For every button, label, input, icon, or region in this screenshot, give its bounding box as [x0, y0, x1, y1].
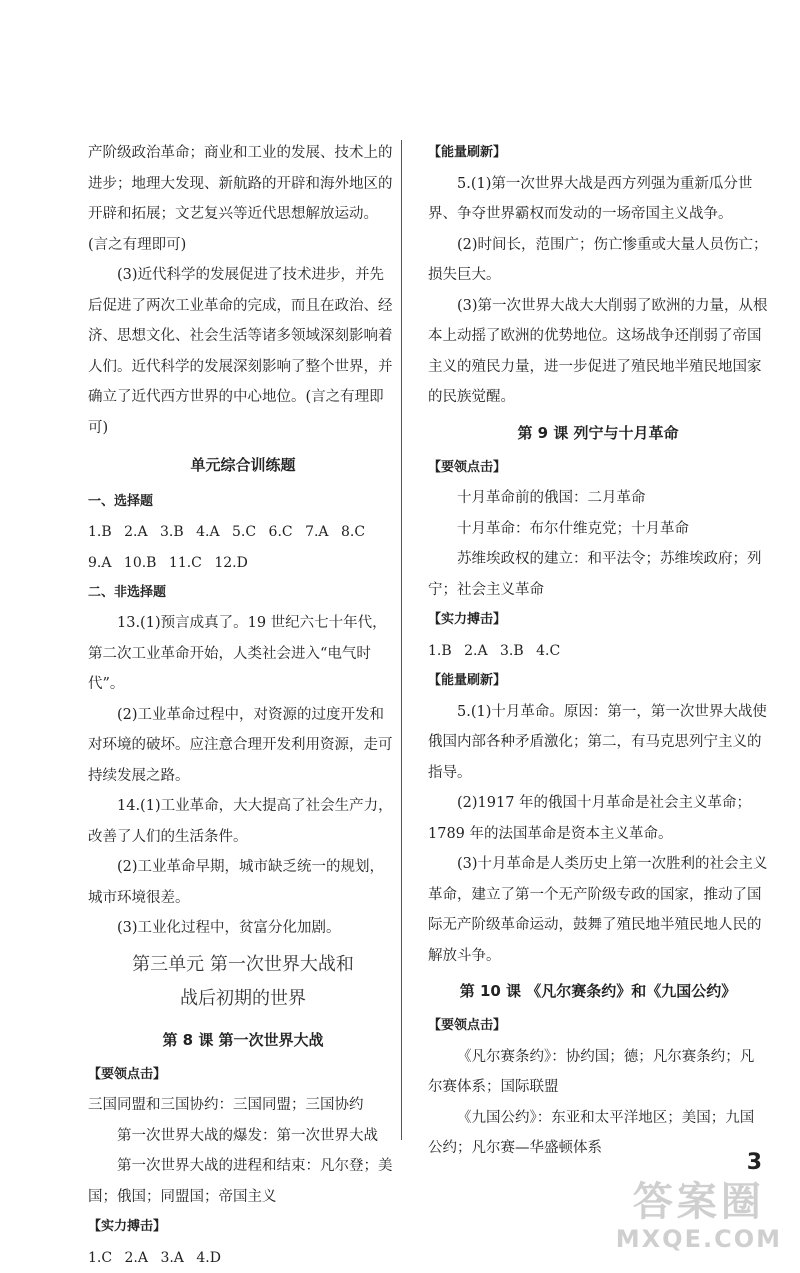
lesson9-ability-label: 【能量刷新】 — [428, 666, 768, 697]
intro-para-2: (3)近代科学的发展促进了技术进步，并先后促进了两次工业革命的完成，而且在政治、经济、思想文化、社会生活等诸多领域深刻影响着人们。近代科学的发展深刻影响了整个世界，并确立了近代西方世界的中心地位。(言之有理即可) — [88, 260, 398, 443]
lesson9-ability-3: (3)十月革命是人类历史上第一次胜利的社会主义革命，建立了第一个无产阶级专政的国家，推动了国际无产阶级革命运动，鼓舞了殖民地半殖民地人民的解放斗争。 — [428, 849, 768, 971]
lesson8-ability-label: 【能量刷新】 — [428, 138, 768, 169]
watermark-line2: MXQE.COM — [616, 1224, 782, 1254]
lesson9-practice-label: 【实力搏击】 — [428, 605, 768, 636]
lesson8-key-points-label: 【要领点击】 — [88, 1060, 398, 1091]
lesson9-point-3: 苏维埃政权的建立：和平法令；苏维埃政府；列宁；社会主义革命 — [428, 544, 768, 605]
lesson8-point-2: 第一次世界大战的爆发：第一次世界大战 — [88, 1121, 398, 1152]
unit-heading — [88, 948, 398, 1016]
right-column — [428, 138, 768, 1164]
lesson8-ability-1: 5.(1)第一次世界大战是西方列强为重新瓜分世界、争夺世界霸权而发动的一场帝国主义战争。 — [428, 169, 768, 230]
lesson10-key-points-label: 【要领点击】 — [428, 1011, 768, 1042]
lesson9-point-2: 十月革命：布尔什维克党；十月革命 — [428, 514, 768, 545]
watermark-line1: 答案圈 — [616, 1180, 782, 1224]
choice-answers-2: 9.A 10.B 11.C 12.D — [88, 548, 398, 579]
lesson8-ability-3: (3)第一次世界大战大大削弱了欧洲的力量，从根本上动摇了欧洲的优势地位。这场战争还削弱了帝国主义的殖民力量，进一步促进了殖民地半殖民地国家的民族觉醒。 — [428, 291, 768, 413]
lesson8-practice-answers: 1.C 2.A 3.A 4.D — [88, 1243, 398, 1273]
lesson10-title: 第 10 课 《凡尔赛条约》和《九国公约》 — [428, 971, 768, 1011]
lesson9-ability-1: 5.(1)十月革命。原因：第一，第一次世界大战使俄国内部各种矛盾激化；第二，有马克思列宁主义的指导。 — [428, 697, 768, 789]
choice-heading: 一、选择题 — [88, 487, 398, 517]
lesson9-practice-answers: 1.B 2.A 3.B 4.C — [428, 636, 768, 667]
answer-14-3: (3)工业化过程中，贫富分化加剧。 — [88, 913, 398, 944]
answer-13-2: (2)工业革命过程中，对资源的过度开发和对环境的破坏。应注意合理开发利用资源，走可持续发展之路。 — [88, 700, 398, 792]
lesson9-key-points-label: 【要领点击】 — [428, 453, 768, 484]
lesson10-point-1: 《凡尔赛条约》：协约国；德；凡尔赛条约；凡尔赛体系；国际联盟 — [428, 1042, 768, 1103]
unit-test-title: 单元综合训练题 — [88, 443, 398, 487]
lesson9-ability-2: (2)1917 年的俄国十月革命是社会主义革命；1789 年的法国革命是资本主义革命。 — [428, 788, 768, 849]
page-number: 3 — [747, 1150, 762, 1175]
nonchoice-heading: 二、非选择题 — [88, 578, 398, 608]
intro-para-1: 产阶级政治革命；商业和工业的发展、技术上的进步；地理大发现、新航路的开辟和海外地区的开辟和拓展；文艺复兴等近代思想解放运动。(言之有理即可) — [88, 138, 398, 260]
lesson8-title: 第 8 课 第一次世界大战 — [88, 1020, 398, 1060]
choice-answers-1: 1.B 2.A 3.B 4.A 5.C 6.C 7.A 8.C — [88, 517, 398, 548]
left-column — [88, 138, 398, 1273]
column-divider — [401, 140, 402, 1140]
lesson8-ability-2: (2)时间长，范围广；伤亡惨重或大量人员伤亡；损失巨大。 — [428, 230, 768, 291]
unit-heading-line1: 第三单元 第一次世界大战和 — [88, 948, 398, 982]
answer-14-2: (2)工业革命早期，城市缺乏统一的规划，城市环境很差。 — [88, 852, 398, 913]
lesson10-point-2: 《九国公约》：东亚和太平洋地区；美国；九国公约；凡尔赛—华盛顿体系 — [428, 1103, 768, 1164]
answer-13-1: 13.(1)预言成真了。19 世纪六七十年代，第二次工业革命开始，人类社会进入“电气时代”。 — [88, 608, 398, 700]
lesson9-point-1: 十月革命前的俄国：二月革命 — [428, 483, 768, 514]
watermark-logo — [616, 1180, 782, 1254]
unit-heading-line2: 战后初期的世界 — [88, 982, 398, 1016]
lesson8-practice-label: 【实力搏击】 — [88, 1212, 398, 1243]
answer-14-1: 14.(1)工业革命，大大提高了社会生产力，改善了人们的生活条件。 — [88, 791, 398, 852]
lesson9-title: 第 9 课 列宁与十月革命 — [428, 413, 768, 453]
lesson8-point-1: 三国同盟和三国协约：三国同盟；三国协约 — [88, 1090, 398, 1121]
lesson8-point-3: 第一次世界大战的进程和结束：凡尔登；美国；俄国；同盟国；帝国主义 — [88, 1151, 398, 1212]
